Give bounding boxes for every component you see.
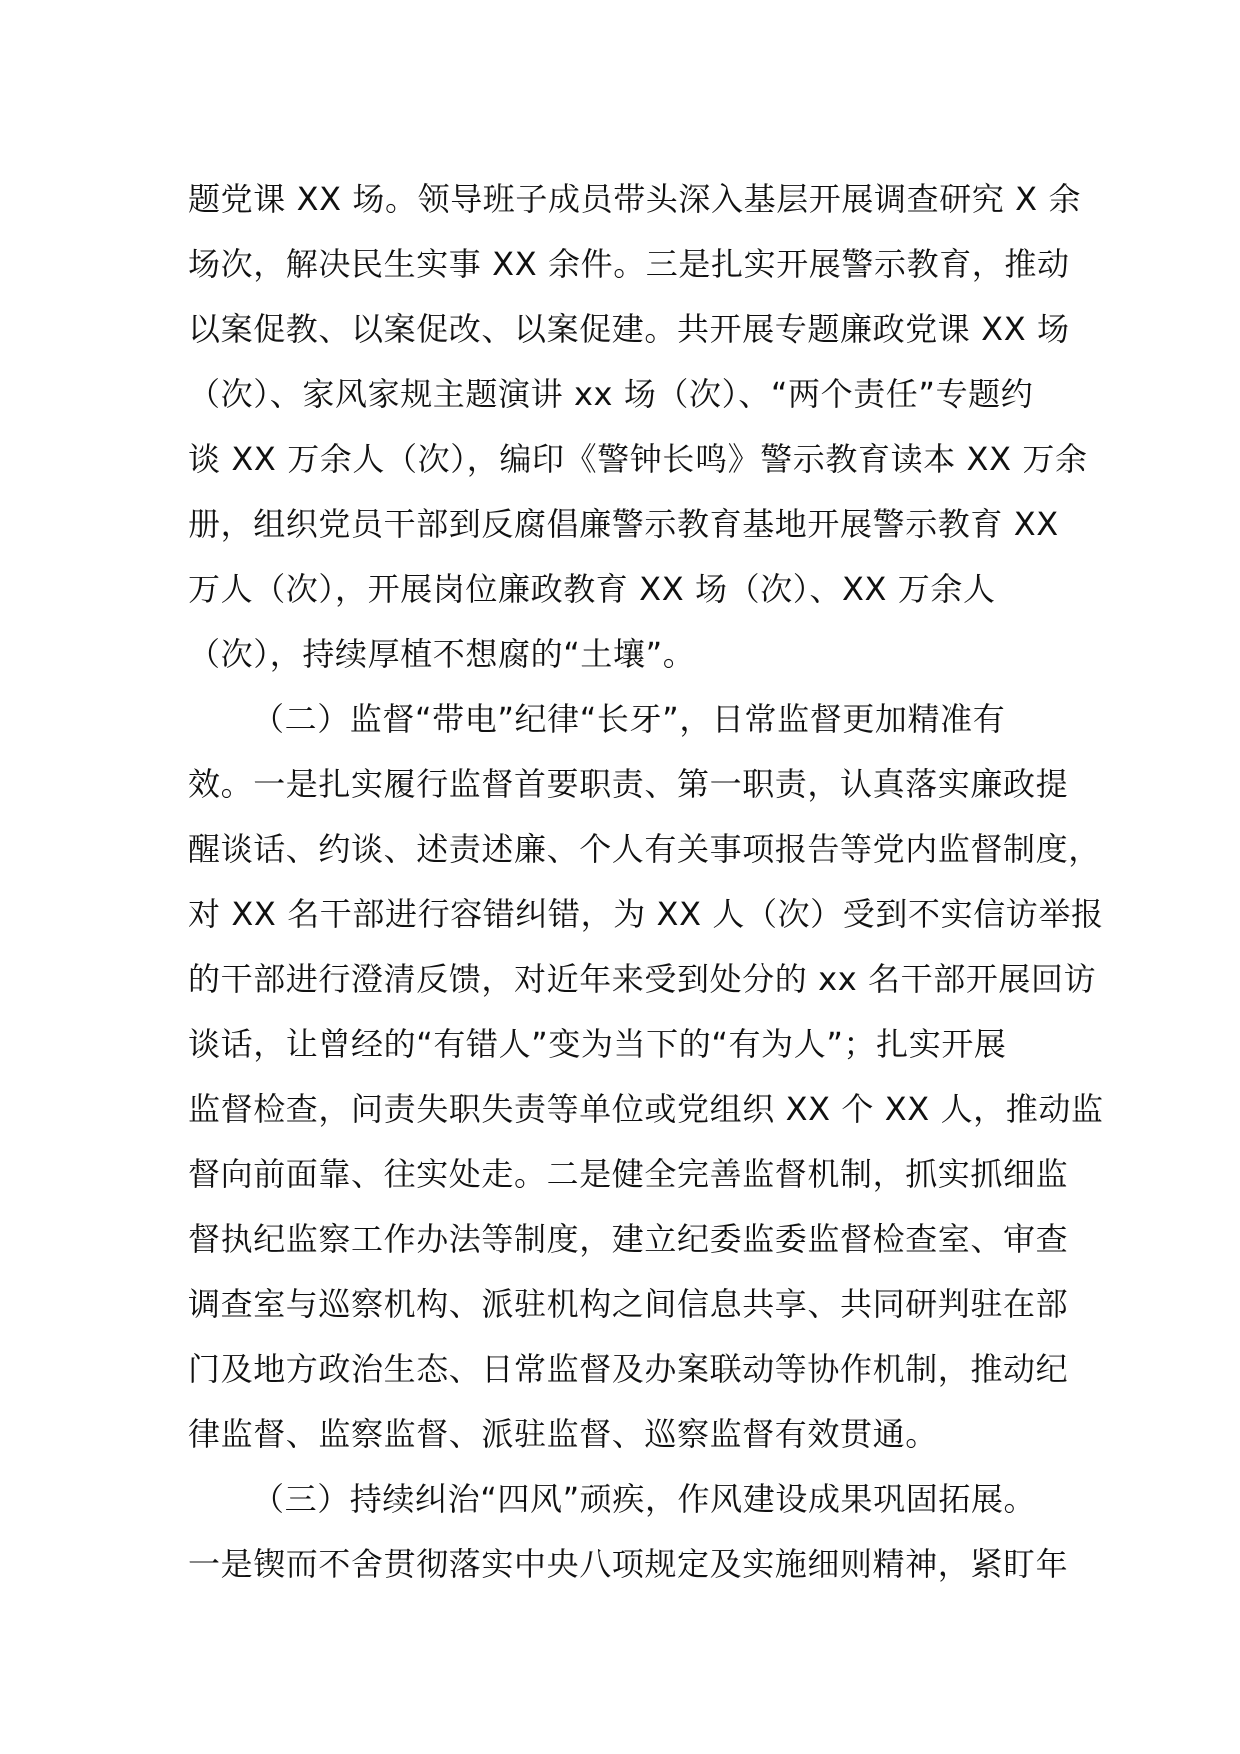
text-line: 场次，解决民生实事 XX 余件。三是扎实开展警示教育，推动 (188, 245, 1070, 283)
text-line: 谈 XX 万余人（次），编印《警钟长鸣》警示教育读本 XX 万余 (188, 440, 1088, 478)
text-line: 门及地方政治生态、日常监督及办案联动等协作机制，推动纪 (188, 1350, 1069, 1388)
text-line: 对 XX 名干部进行容错纠错，为 XX 人（次）受到不实信访举报 (188, 895, 1104, 933)
text-line: 律监督、监察监督、派驻监督、巡察监督有效贯通。 (188, 1415, 938, 1453)
text-line: 以案促教、以案促改、以案促建。共开展专题廉政党课 XX 场 (188, 310, 1070, 348)
text-line: 醒谈话、约谈、述责述廉、个人有关事项报告等党内监督制度， (188, 830, 1101, 868)
text-line: 效。一是扎实履行监督首要职责、第一职责，认真落实廉政提 (188, 765, 1069, 803)
text-line: 督执纪监察工作办法等制度，建立纪委监委监督检查室、审查 (188, 1220, 1069, 1258)
section-heading-3: （三）持续纠治“四风”顽疾，作风建设成果巩固拓展。 (252, 1480, 1037, 1518)
text-line: 的干部进行澄清反馈，对近年来受到处分的 xx 名干部开展回访 (188, 960, 1097, 998)
text-line: 监督检查，问责失职失责等单位或党组织 XX 个 XX 人，推动监 (188, 1090, 1104, 1128)
text-line: 一是锲而不舍贯彻落实中央八项规定及实施细则精神，紧盯年 (188, 1545, 1069, 1583)
text-line: 题党课 XX 场。领导班子成员带头深入基层开展调查研究 X 余 (188, 180, 1082, 218)
text-line: （次）、家风家规主题演讲 xx 场（次）、“两个责任”专题约 (188, 375, 1034, 413)
text-line: 调查室与巡察机构、派驻机构之间信息共享、共同研判驻在部 (188, 1285, 1069, 1323)
text-line: 督向前面靠、往实处走。二是健全完善监督机制，抓实抓细监 (188, 1155, 1069, 1193)
text-line: 谈话，让曾经的“有错人”变为当下的“有为人”；扎实开展 (188, 1025, 1007, 1063)
section-heading-2: （二）监督“带电”纪律“长牙”，日常监督更加精准有 (252, 700, 1006, 738)
text-line: （次），持续厚植不想腐的“土壤”。 (188, 635, 696, 673)
body-text (188, 167, 1104, 1597)
text-line: 万人（次），开展岗位廉政教育 XX 场（次）、XX 万余人 (188, 570, 996, 608)
text-line: 册，组织党员干部到反腐倡廉警示教育基地开展警示教育 XX (188, 505, 1059, 543)
